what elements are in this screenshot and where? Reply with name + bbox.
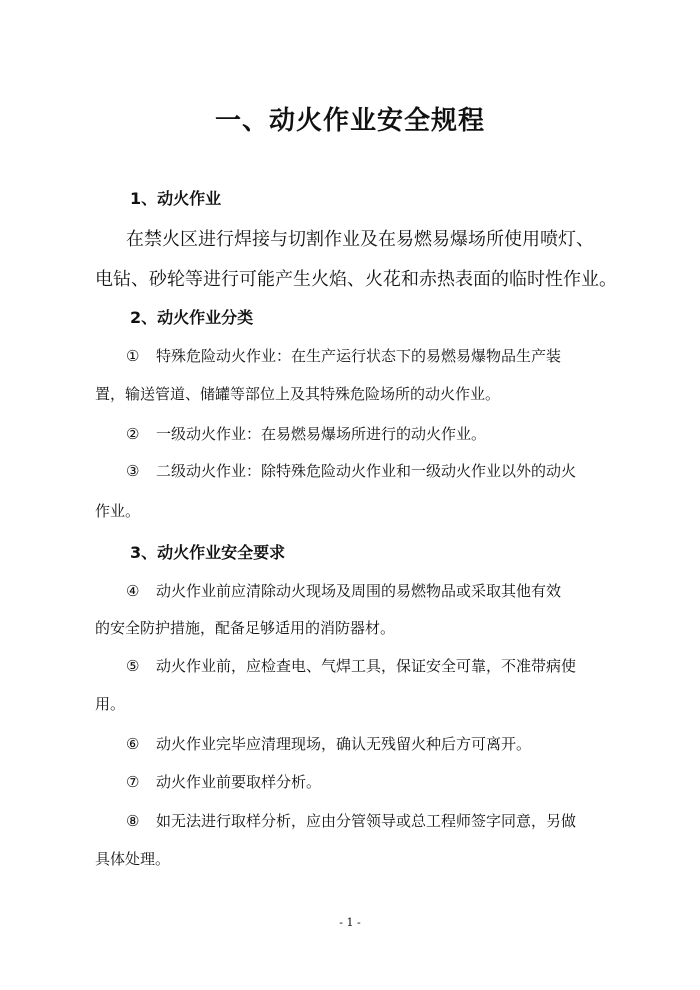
- page-title: 一、动火作业安全规程: [214, 106, 485, 136]
- list-item: [126, 460, 576, 481]
- list-item-continuation: 具体处理。: [95, 850, 171, 868]
- paragraph-line: 电钻、砂轮等进行可能产生火焰、火花和赤热表面的临时性作业。: [95, 269, 617, 290]
- item-marker: ②: [126, 425, 140, 443]
- section-heading-2: 2、动火作业分类: [130, 308, 254, 327]
- list-item: [126, 771, 321, 792]
- paragraph-line: 在禁火区进行焊接与切割作业及在易燃易爆场所使用喷灯、: [126, 229, 594, 250]
- item-text: 动火作业前应清除动火现场及周围的易燃物品或采取其他有效: [156, 582, 562, 600]
- item-text: 动火作业完毕应清理现场，确认无残留火种后方可离开。: [156, 735, 532, 753]
- list-item: [126, 580, 561, 601]
- list-item-continuation: 作业。: [95, 502, 141, 520]
- item-marker: ⑤: [126, 657, 140, 675]
- item-text: 特殊危险动火作业：在生产运行状态下的易燃易爆物品生产装: [156, 347, 562, 365]
- item-marker: ⑧: [126, 812, 140, 830]
- list-item: [126, 345, 561, 366]
- item-text: 二级动火作业：除特殊危险动火作业和一级动火作业以外的动火: [156, 462, 577, 480]
- item-text: 动火作业前，应检查电、气焊工具，保证安全可靠，不准带病使: [156, 657, 577, 675]
- list-item: [126, 655, 576, 676]
- list-item-continuation: 用。: [95, 695, 126, 713]
- item-marker: ⑦: [126, 773, 140, 791]
- section-heading-3: 3、动火作业安全要求: [130, 543, 286, 562]
- page-number: - 1 -: [339, 916, 361, 929]
- list-item: [126, 423, 486, 444]
- item-text: 如无法进行取样分析，应由分管领导或总工程师签字同意，另做: [156, 812, 577, 830]
- list-item-continuation: 置，输送管道、储罐等部位上及其特殊危险场所的动火作业。: [95, 385, 501, 403]
- list-item-continuation: 的安全防护措施，配备足够适用的消防器材。: [95, 619, 396, 637]
- item-marker: ③: [126, 462, 140, 480]
- section-heading-1: 1、动火作业: [130, 189, 222, 208]
- list-item: [126, 733, 531, 754]
- item-marker: ⑥: [126, 735, 140, 753]
- item-marker: ①: [126, 347, 140, 365]
- list-item: [126, 810, 576, 831]
- item-marker: ④: [126, 582, 140, 600]
- item-text: 动火作业前要取样分析。: [156, 773, 322, 791]
- item-text: 一级动火作业：在易燃易爆场所进行的动火作业。: [156, 425, 487, 443]
